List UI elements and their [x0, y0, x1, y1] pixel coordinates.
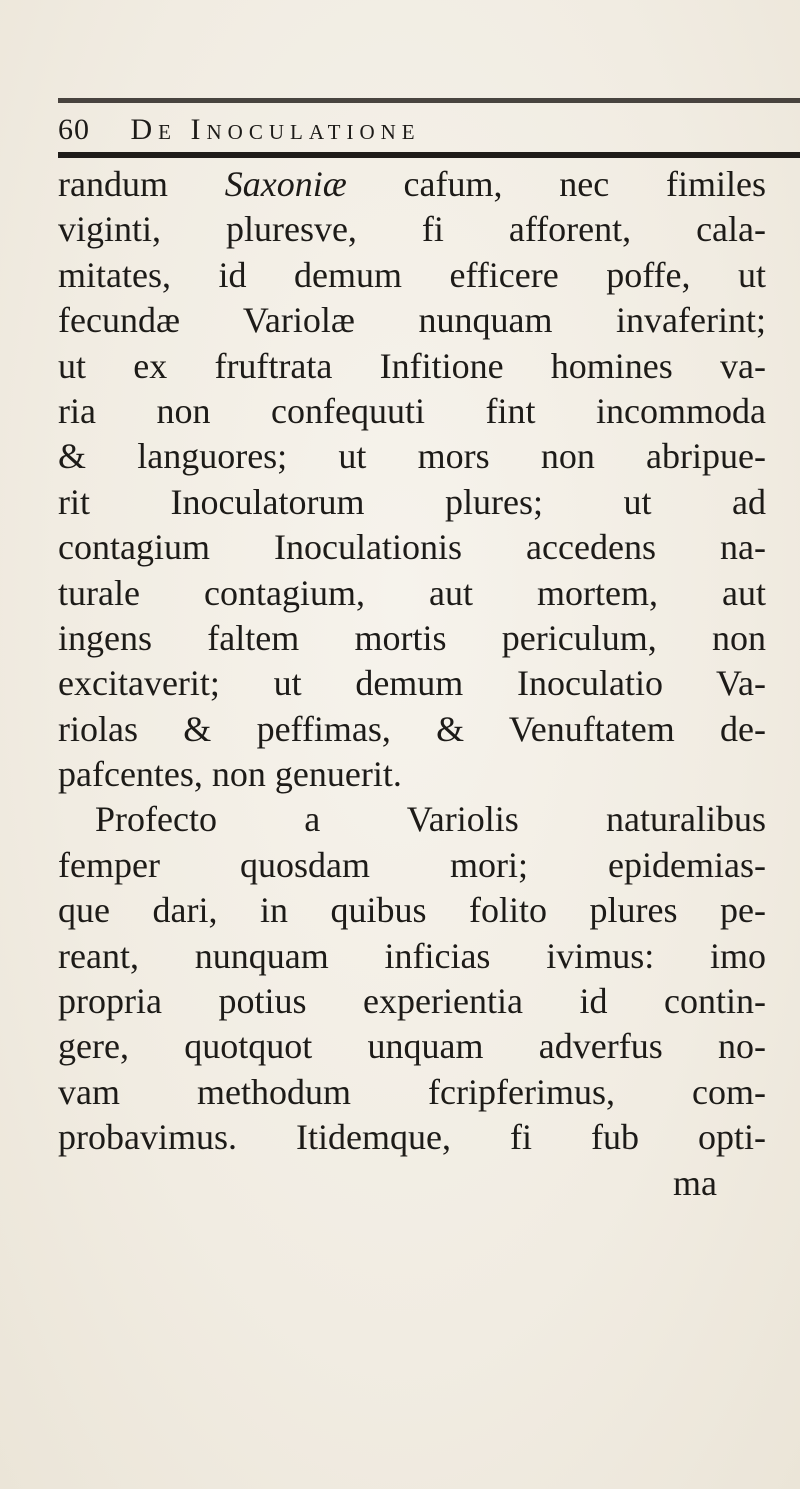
paragraph-start-line: Profecto a Variolis naturalibus: [95, 799, 766, 840]
top-border-rule: [58, 98, 800, 103]
body-text: [58, 162, 766, 1206]
text-line: ria non confequuti fint incommoda: [58, 390, 766, 431]
text-line: riolas & peffimas, & Venuftatem de-: [58, 708, 766, 749]
text-line: gere, quotquot unquam adverfus no-: [58, 1026, 766, 1067]
text-line: propria potius experientia id contin-: [58, 981, 766, 1022]
running-title: De Inoculatione: [130, 113, 421, 146]
text-line: que dari, in quibus folito plures pe-: [58, 890, 766, 931]
text-line: excitaverit; ut demum Inoculatio Va-: [58, 663, 766, 704]
italic-term: Saxoniæ: [224, 164, 347, 204]
text-line: reant, nunquam inficias ivimus: imo: [58, 935, 766, 976]
header-rule: [58, 152, 800, 158]
page-number: 60: [58, 113, 90, 146]
text-line: fecundæ Variolæ nunquam invaferint;: [58, 300, 766, 341]
text-line: randum Saxoniæ cafum, nec fimiles: [58, 164, 767, 204]
text-line: contagium Inoculationis accedens na-: [58, 527, 766, 568]
text-line: mitates, id demum efficere poffe, ut: [58, 254, 766, 295]
catchword: ma: [673, 1162, 717, 1203]
text-line: vam methodum fcripferimus, com-: [58, 1071, 766, 1112]
text-line: pafcentes, non genuerit.: [58, 754, 402, 795]
text-line: ingens faltem mortis periculum, non: [58, 617, 766, 658]
text-line: viginti, pluresve, fi afforent, cala-: [58, 209, 766, 250]
text-line: & languores; ut mors non abripue-: [58, 436, 766, 477]
text-line: femper quosdam mori; epidemias-: [58, 844, 766, 885]
text-line: ut ex fruftrata Infitione homines va-: [58, 345, 766, 386]
text-line: probavimus. Itidemque, fi fub opti-: [58, 1117, 766, 1158]
page-header: [58, 112, 778, 148]
text-line: rit Inoculatorum plures; ut ad: [58, 481, 766, 522]
text-line: turale contagium, aut mortem, aut: [58, 572, 766, 613]
